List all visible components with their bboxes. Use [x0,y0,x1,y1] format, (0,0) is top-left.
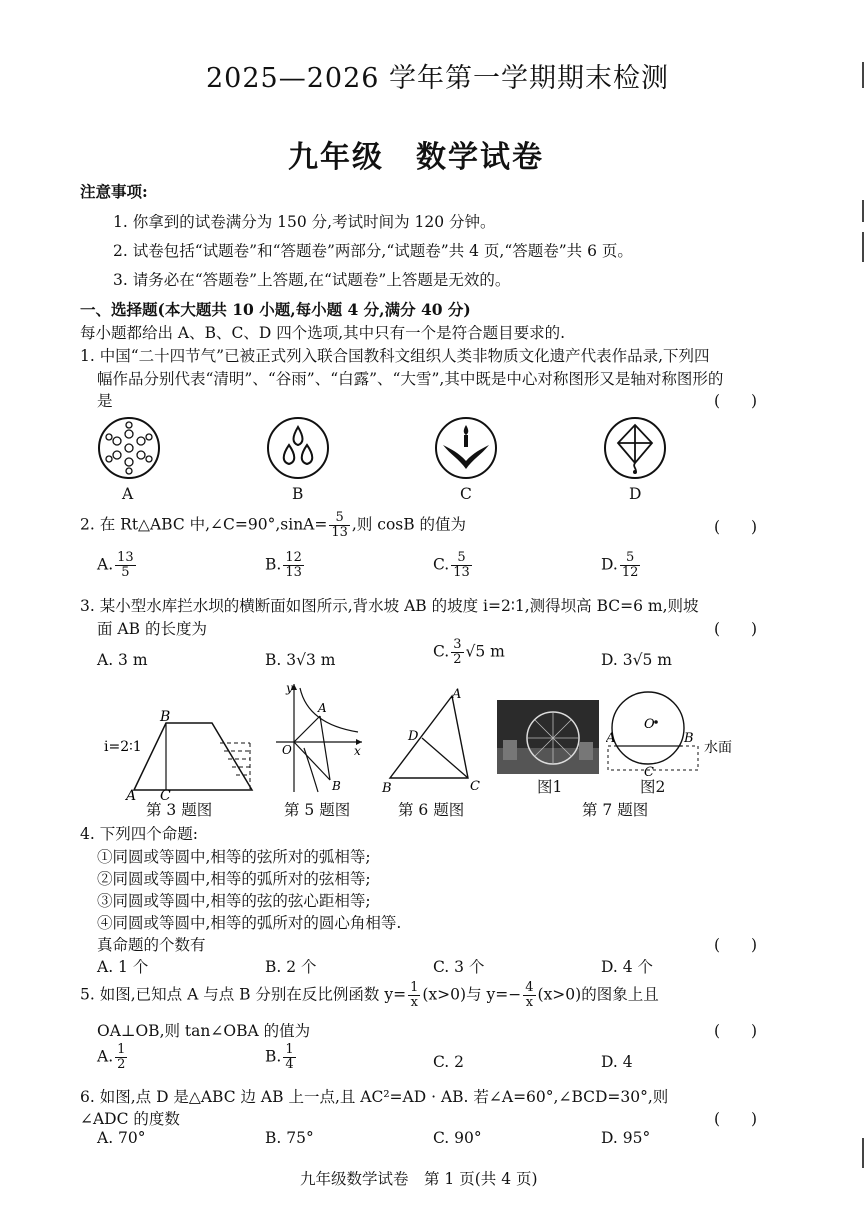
q5-option-c: C. 2 [433,1053,465,1071]
q5-option-b: B. $\frac{1}{4}$ [265,1042,294,1072]
scan-edge-mark [862,232,864,262]
q3-option-b: B. 3√3 m [265,651,336,669]
q1-label-b: B [292,485,304,503]
fig7-point-c: C [644,765,654,780]
q4-answer-paren: ( ) [714,936,758,954]
q4-prop-4: ④同圆或等圆中,相等的弧所对的圆心角相等. [97,914,402,932]
q3-line2: 面 AB 的长度为 [97,620,207,638]
q4-option-c: C. 3 个 [433,958,485,976]
fig5-axis-y: y [286,681,293,695]
figure-6-triangle [378,686,482,798]
fig3-slope-label: i=2∶1 [104,739,142,755]
q1-line1: 1. 中国“二十四节气”已被正式列入联合国教科文组织人类非物质文化遗产代表作品录,下列四 [80,347,710,365]
exam-subtitle: 九年级 数学试卷 [288,140,544,175]
q6-answer-paren: ( ) [714,1110,758,1128]
scan-edge-mark [862,200,864,222]
fig5-caption: 第 5 题图 [284,801,351,819]
q4-prop-2: ②同圆或等圆中,相等的弧所对的弦相等; [97,870,371,888]
scan-edge-mark [862,1138,864,1168]
q6-option-b: B. 75° [265,1129,314,1147]
q1-answer-paren: ( ) [714,392,758,410]
q3-line1: 3. 某小型水库拦水坝的横断面如图所示,背水坡 AB 的坡度 i=2∶1,测得坝高 BC=6 m,则坡 [80,597,699,615]
q2-answer-paren: ( ) [714,518,758,536]
q5-option-d: D. 4 [601,1053,633,1071]
fig7-caption-img1: 图1 [537,778,563,796]
fig6-point-a: A [452,687,462,702]
kite-icon [602,415,668,481]
note-item-2: 2. 试卷包括“试题卷”和“答题卷”两部分,“试题卷”共 4 页,“答题卷”共 6 页。 [113,242,633,260]
q6-option-c: C. 90° [433,1129,482,1147]
q4-stem: 4. 下列四个命题: [80,825,198,843]
figure-7-wheel-diagram [606,690,746,780]
scan-edge-mark [862,62,864,88]
figure-5-hyperbola [272,680,367,798]
q4-option-d: D. 4 个 [601,958,654,976]
fig5-origin: O [282,743,292,757]
q1-label-c: C [460,485,472,503]
q2-stem: 2. 在 Rt△ABC 中,∠C=90°,sinA= $\frac{5}{13}$ ,则 cosB 的值为 [80,510,467,540]
fig7-point-a: A [606,731,616,746]
q1-label-a: A [122,485,134,503]
fig6-point-c: C [470,779,480,794]
q5-answer-paren: ( ) [714,1022,758,1040]
q4-prop-1: ①同圆或等圆中,相等的弦所对的弧相等; [97,848,371,866]
fig3-point-a: A [126,788,137,800]
q6-option-a: A. 70° [97,1129,146,1147]
q3-option-d: D. 3√5 m [601,651,672,669]
section-instruction: 每小题都给出 A、B、C、D 四个选项,其中只有一个是符合题目要求的. [80,324,566,342]
q1-label-d: D [629,485,642,503]
exam-title: 2025—2026 学年第一学期期末检测 [206,63,670,94]
fig3-point-b: B [160,709,171,725]
fig5-point-b: B [332,779,341,793]
fig6-point-b: B [382,781,392,796]
section-title: 一、选择题(本大题共 10 小题,每小题 4 分,满分 40 分) [80,300,471,319]
fig7-caption: 第 7 题图 [582,801,649,819]
q6-line1: 6. 如图,点 D 是△ABC 边 AB 上一点,且 AC²=AD · AB. 若∠A=60°,∠BCD=30°,则 [80,1088,669,1106]
q2-option-b: B. $\frac{12}{13}$ [265,550,302,580]
raindrops-icon [265,415,331,481]
fig7-caption-img2: 图2 [640,778,666,796]
q2-option-d: D. $\frac{5}{12}$ [601,550,639,580]
q5-line1: 5. 如图,已知点 A 与点 B 分别在反比例函数 y= $\frac{1}{x}$ (x>0)与 y=− $\frac{4}{x}$ (x>0)的图象上且 [80,980,659,1010]
note-item-3: 3. 请务必在“答题卷”上答题,在“试题卷”上答题是无效的。 [113,271,511,289]
snowflake-icon [96,415,162,481]
q5-option-a: A. $\frac{1}{2}$ [97,1042,126,1072]
q3-option-c: C. $\frac{3}{2}$ √5 m [433,637,505,667]
q6-option-d: D. 95° [601,1129,651,1147]
candle-lotus-icon [433,415,499,481]
fig6-caption: 第 6 题图 [398,801,465,819]
q3-answer-paren: ( ) [714,620,758,638]
ferris-wheel-photo [497,700,599,774]
note-item-1: 1. 你拿到的试卷满分为 150 分,考试时间为 120 分钟。 [113,213,496,231]
q3-option-a: A. 3 m [97,651,148,669]
fig7-water-label: 水面 [704,740,732,756]
q2-option-c: C. $\frac{5}{13}$ [433,550,470,580]
q2-option-a: A. $\frac{13}{5}$ [97,550,134,580]
fig5-point-a: A [318,701,327,715]
fig6-point-d: D [408,729,419,744]
figure-3-dam [100,705,260,800]
fig7-point-b: B [684,731,694,746]
fig7-center-o: O [644,717,655,732]
q4-option-a: A. 1 个 [97,958,149,976]
q6-line2: ∠ADC 的度数 [80,1110,180,1128]
fig5-axis-x: x [354,744,361,758]
q1-line2: 幅作品分别代表“清明”、“谷雨”、“白露”、“大雪”,其中既是中心对称图形又是轴对称图形的 [97,370,724,388]
fig3-caption: 第 3 题图 [146,801,213,819]
fig3-point-c: C [160,788,171,800]
q5-line2: OA⊥OB,则 tan∠OBA 的值为 [97,1022,311,1040]
q4-prop-3: ③同圆或等圆中,相等的弦的弦心距相等; [97,892,371,910]
page-footer: 九年级数学试卷 第 1 页(共 4 页) [300,1170,538,1188]
q4-ask: 真命题的个数有 [97,936,206,954]
notes-heading: 注意事项: [80,182,148,201]
q4-option-b: B. 2 个 [265,958,317,976]
q1-line3: 是 [97,392,113,410]
